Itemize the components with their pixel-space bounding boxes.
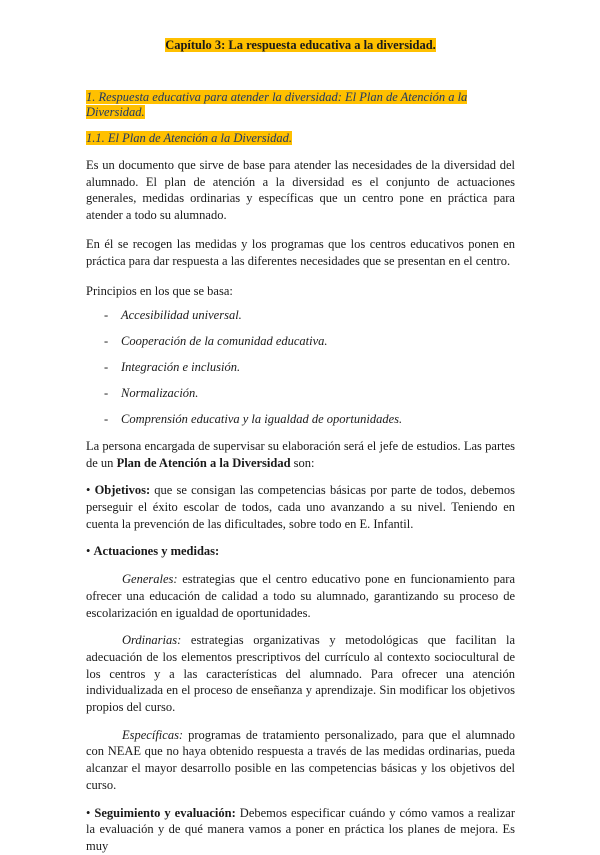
- paragraph-actions: [86, 543, 515, 560]
- ordinary-text: estrategias organizativas y metodológicas que facilitan la adecuación de los elementos prescriptivos del currículo al contexto sociocultural de los centros y a las características del alumnado. Para ofrecer una atención individualizada en el proceso de enseñanza y aprendizaje. Sin modificar los objetivos propios del curso.: [86, 633, 516, 715]
- list-item: [86, 412, 515, 427]
- objectives-text: que se consigan las competencias básicas por parte de todos, debemos perseguir el éxito escolar de todos, cada uno avanzando a su nivel. Teniendo en cuenta la prevención de las dificultades, sobre todo en E. Infantil.: [86, 483, 515, 531]
- principles-intro: Principios en los que se basa:: [86, 284, 233, 299]
- general-label: Generales:: [122, 572, 178, 587]
- paragraph-specific: [86, 727, 515, 794]
- paragraph-followup: [86, 805, 515, 855]
- chapter-title-text: Capítulo 3: La respuesta educativa a la diversidad.: [165, 38, 436, 52]
- specific-text: programas de tratamiento personalizado, para que el alumnado con NEAE que no haya obtenido respuesta a través de las medidas ordinarias, pueda alcanzar el mayor desarrollo posible en las competencias básicas y los objetivos del curso.: [86, 727, 516, 792]
- principle-text: Cooperación de la comunidad educativa.: [121, 333, 328, 348]
- principle-text: Normalización.: [121, 385, 199, 400]
- paragraph-intro: Es un documento que sirve de base para atender las necesidades de la diversidad del alumnado. El plan de atención a la diversidad es el conjunto de actuaciones generales, medidas ordinarias y específicas que un centro pone en práctica para atender a todo su alumnado.: [86, 158, 515, 223]
- principle-text: Integración e inclusión.: [121, 359, 241, 374]
- section-heading-1: [86, 90, 515, 120]
- list-item: [86, 334, 515, 349]
- followup-text: Debemos especificar cuándo y cómo vamos a realizar la evaluación y de qué manera vamos a poner en práctica los planes de mejora. Es muy: [86, 805, 515, 853]
- list-item: [86, 308, 515, 323]
- objectives-label: Objetivos:: [94, 483, 151, 498]
- paragraph-measures: En él se recogen las medidas y los programas que los centros educativos ponen en práctica para dar respuesta a las diferentes necesidades que se presentan en el centro.: [86, 236, 515, 268]
- dot-bullet: •: [86, 805, 91, 820]
- dash-bullet: -: [104, 359, 109, 374]
- dash-bullet: -: [104, 385, 109, 400]
- list-item: [86, 360, 515, 375]
- actions-label: Actuaciones y medidas:: [93, 544, 220, 559]
- dash-bullet: -: [104, 411, 109, 426]
- paragraph-general: [86, 571, 515, 621]
- dot-bullet: •: [86, 483, 91, 498]
- section-heading-1-1-text: 1.1. El Plan de Atención a la Diversidad.: [86, 131, 292, 145]
- dot-bullet: •: [86, 544, 91, 559]
- followup-label: Seguimiento y evaluación:: [94, 805, 236, 820]
- general-text: estrategias que el centro educativo pone en funcionamiento para ofrecer una educación de calidad a todo su alumnado, garantizando su proceso de escolarización en igualdad de oportunidades.: [86, 572, 515, 620]
- dash-bullet: -: [104, 333, 109, 348]
- paragraph-ordinary: [86, 632, 515, 716]
- plan-name-bold: Plan de Atención a la Diversidad: [116, 455, 291, 470]
- paragraph-objectives: [86, 482, 515, 532]
- responsible-text-1: La persona encargada de supervisar su elaboración será el jefe de estudios. Las partes de un: [86, 438, 515, 470]
- specific-label: Específicas:: [122, 727, 184, 742]
- section-heading-1-text: 1. Respuesta educativa para atender la diversidad: El Plan de Atención a la Diversidad.: [86, 90, 468, 119]
- principle-text: Accesibilidad universal.: [121, 307, 242, 322]
- principles-list: [86, 308, 515, 427]
- section-heading-1-1: [86, 131, 515, 146]
- list-item: [86, 386, 515, 401]
- document-page: [86, 30, 515, 855]
- dash-bullet: -: [104, 307, 109, 322]
- chapter-title: [86, 38, 515, 53]
- ordinary-label: Ordinarias:: [122, 633, 182, 648]
- principle-text: Comprensión educativa y la igualdad de oportunidades.: [121, 411, 403, 426]
- responsible-text-2: son:: [293, 455, 315, 470]
- paragraph-responsible: [86, 438, 515, 471]
